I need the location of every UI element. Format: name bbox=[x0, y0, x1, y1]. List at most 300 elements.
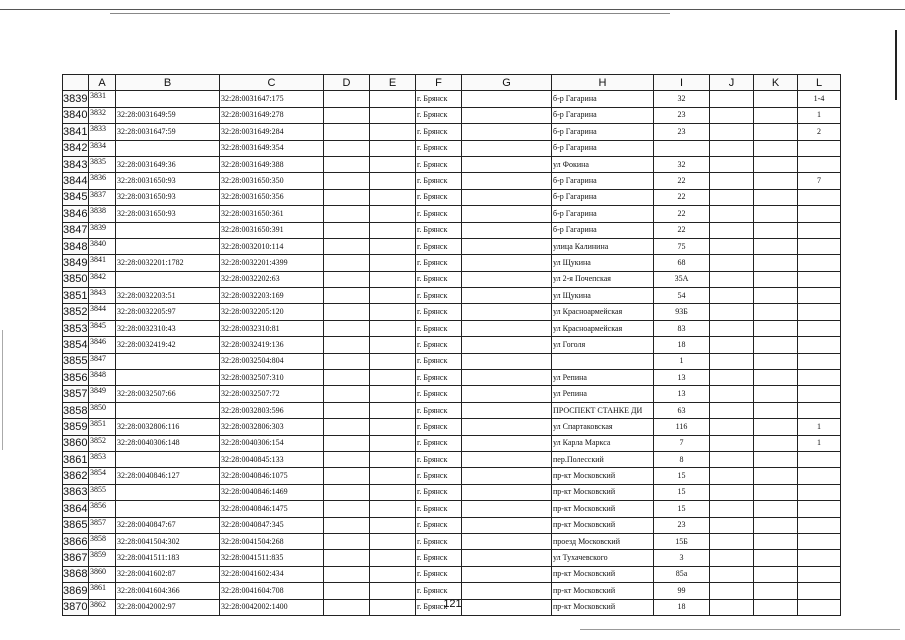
cell-c[interactable]: 32:28:0031649:354 bbox=[220, 140, 324, 156]
cell-h[interactable]: улица Калинина bbox=[552, 238, 654, 254]
cell-b[interactable] bbox=[116, 271, 220, 287]
cell-c[interactable]: 32:28:0032803:596 bbox=[220, 402, 324, 418]
cell-d[interactable] bbox=[324, 140, 370, 156]
cell-k[interactable] bbox=[754, 173, 798, 189]
cell-g[interactable] bbox=[462, 288, 552, 304]
cell-l[interactable] bbox=[798, 451, 841, 467]
cell-b[interactable]: 32:28:0042002:97 bbox=[116, 599, 220, 615]
cell-l[interactable] bbox=[798, 501, 841, 517]
cell-b[interactable]: 32:28:0031650:93 bbox=[116, 189, 220, 205]
cell-d[interactable] bbox=[324, 370, 370, 386]
cell-h[interactable]: пр-кт Московский bbox=[552, 583, 654, 599]
cell-i[interactable]: 22 bbox=[654, 222, 710, 238]
cell-e[interactable] bbox=[370, 140, 416, 156]
cell-i[interactable]: 18 bbox=[654, 337, 710, 353]
cell-f[interactable]: г. Брянск bbox=[416, 189, 462, 205]
cell-e[interactable] bbox=[370, 337, 416, 353]
cell-e[interactable] bbox=[370, 566, 416, 582]
cell-d[interactable] bbox=[324, 451, 370, 467]
cell-k[interactable] bbox=[754, 255, 798, 271]
cell-j[interactable] bbox=[710, 107, 754, 123]
cell-e[interactable] bbox=[370, 583, 416, 599]
cell-h[interactable]: б-р Гагарина bbox=[552, 107, 654, 123]
cell-i[interactable] bbox=[654, 140, 710, 156]
cell-f[interactable]: г. Брянск bbox=[416, 124, 462, 140]
cell-g[interactable] bbox=[462, 206, 552, 222]
cell-c[interactable]: 32:28:0032507:72 bbox=[220, 386, 324, 402]
cell-e[interactable] bbox=[370, 107, 416, 123]
cell-d[interactable] bbox=[324, 468, 370, 484]
row-number[interactable]: 3845 bbox=[63, 189, 89, 205]
row-number[interactable]: 3853 bbox=[63, 320, 89, 336]
cell-e[interactable] bbox=[370, 238, 416, 254]
cell-d[interactable] bbox=[324, 517, 370, 533]
cell-f[interactable]: г. Брянск bbox=[416, 206, 462, 222]
cell-c[interactable]: 32:28:0041604:708 bbox=[220, 583, 324, 599]
cell-i[interactable]: 63 bbox=[654, 402, 710, 418]
column-header-i[interactable]: I bbox=[654, 75, 710, 91]
cell-j[interactable] bbox=[710, 435, 754, 451]
cell-g[interactable] bbox=[462, 566, 552, 582]
row-number[interactable]: 3854 bbox=[63, 337, 89, 353]
cell-f[interactable]: г. Брянск bbox=[416, 304, 462, 320]
cell-k[interactable] bbox=[754, 238, 798, 254]
cell-b[interactable]: 32:28:0032205:97 bbox=[116, 304, 220, 320]
cell-d[interactable] bbox=[324, 435, 370, 451]
cell-j[interactable] bbox=[710, 419, 754, 435]
cell-l[interactable]: 1 bbox=[798, 419, 841, 435]
cell-c[interactable]: 32:28:0032203:169 bbox=[220, 288, 324, 304]
row-number[interactable]: 3846 bbox=[63, 206, 89, 222]
cell-c[interactable]: 32:28:0032202:63 bbox=[220, 271, 324, 287]
cell-j[interactable] bbox=[710, 533, 754, 549]
cell-f[interactable]: г. Брянск bbox=[416, 468, 462, 484]
cell-i[interactable]: 8 bbox=[654, 451, 710, 467]
cell-l[interactable] bbox=[798, 402, 841, 418]
cell-j[interactable] bbox=[710, 140, 754, 156]
cell-j[interactable] bbox=[710, 484, 754, 500]
cell-l[interactable] bbox=[798, 370, 841, 386]
cell-c[interactable]: 32:28:0032419:136 bbox=[220, 337, 324, 353]
row-number[interactable]: 3860 bbox=[63, 435, 89, 451]
cell-g[interactable] bbox=[462, 107, 552, 123]
cell-g[interactable] bbox=[462, 533, 552, 549]
cell-f[interactable]: г. Брянск bbox=[416, 222, 462, 238]
cell-k[interactable] bbox=[754, 583, 798, 599]
cell-h[interactable]: б-р Гагарина bbox=[552, 124, 654, 140]
cell-d[interactable] bbox=[324, 288, 370, 304]
row-number[interactable]: 3865 bbox=[63, 517, 89, 533]
cell-b[interactable]: 32:28:0032507:66 bbox=[116, 386, 220, 402]
cell-i[interactable]: 18 bbox=[654, 599, 710, 615]
cell-j[interactable] bbox=[710, 517, 754, 533]
cell-b[interactable]: 32:28:0040847:67 bbox=[116, 517, 220, 533]
cell-f[interactable]: г. Брянск bbox=[416, 583, 462, 599]
cell-h[interactable]: ул 2-я Почепская bbox=[552, 271, 654, 287]
cell-a[interactable]: 3845 bbox=[89, 320, 116, 336]
cell-f[interactable]: г. Брянск bbox=[416, 288, 462, 304]
row-number[interactable]: 3861 bbox=[63, 451, 89, 467]
cell-g[interactable] bbox=[462, 189, 552, 205]
cell-e[interactable] bbox=[370, 304, 416, 320]
cell-c[interactable]: 32:28:0032010:114 bbox=[220, 238, 324, 254]
cell-l[interactable] bbox=[798, 222, 841, 238]
cell-l[interactable] bbox=[798, 566, 841, 582]
column-header-b[interactable]: B bbox=[116, 75, 220, 91]
cell-i[interactable]: 83 bbox=[654, 320, 710, 336]
cell-e[interactable] bbox=[370, 173, 416, 189]
cell-h[interactable]: пер.Полесский bbox=[552, 451, 654, 467]
cell-c[interactable]: 32:28:0032205:120 bbox=[220, 304, 324, 320]
cell-k[interactable] bbox=[754, 353, 798, 369]
cell-e[interactable] bbox=[370, 156, 416, 172]
cell-e[interactable] bbox=[370, 533, 416, 549]
cell-c[interactable]: 32:28:0032507:310 bbox=[220, 370, 324, 386]
cell-l[interactable] bbox=[798, 238, 841, 254]
cell-a[interactable]: 3852 bbox=[89, 435, 116, 451]
cell-g[interactable] bbox=[462, 271, 552, 287]
cell-a[interactable]: 3853 bbox=[89, 451, 116, 467]
cell-k[interactable] bbox=[754, 140, 798, 156]
cell-k[interactable] bbox=[754, 304, 798, 320]
row-number[interactable]: 3847 bbox=[63, 222, 89, 238]
cell-a[interactable]: 3835 bbox=[89, 156, 116, 172]
cell-g[interactable] bbox=[462, 304, 552, 320]
cell-l[interactable] bbox=[798, 353, 841, 369]
cell-k[interactable] bbox=[754, 468, 798, 484]
cell-c[interactable]: 32:28:0031649:284 bbox=[220, 124, 324, 140]
cell-a[interactable]: 3855 bbox=[89, 484, 116, 500]
cell-b[interactable]: 32:28:0032419:42 bbox=[116, 337, 220, 353]
cell-k[interactable] bbox=[754, 91, 798, 107]
cell-e[interactable] bbox=[370, 124, 416, 140]
column-header-c[interactable]: C bbox=[220, 75, 324, 91]
cell-b[interactable]: 32:28:0031647:59 bbox=[116, 124, 220, 140]
cell-g[interactable] bbox=[462, 91, 552, 107]
cell-b[interactable]: 32:28:0041511:183 bbox=[116, 550, 220, 566]
cell-f[interactable]: г. Брянск bbox=[416, 533, 462, 549]
cell-f[interactable]: г. Брянск bbox=[416, 550, 462, 566]
cell-b[interactable]: 32:28:0032203:51 bbox=[116, 288, 220, 304]
cell-j[interactable] bbox=[710, 304, 754, 320]
cell-i[interactable]: 3 bbox=[654, 550, 710, 566]
cell-c[interactable]: 32:28:0040845:133 bbox=[220, 451, 324, 467]
cell-c[interactable]: 32:28:0041511:835 bbox=[220, 550, 324, 566]
cell-d[interactable] bbox=[324, 353, 370, 369]
cell-l[interactable] bbox=[798, 386, 841, 402]
cell-c[interactable]: 32:28:0040846:1469 bbox=[220, 484, 324, 500]
cell-e[interactable] bbox=[370, 419, 416, 435]
cell-i[interactable]: 23 bbox=[654, 517, 710, 533]
cell-j[interactable] bbox=[710, 173, 754, 189]
cell-j[interactable] bbox=[710, 238, 754, 254]
cell-e[interactable] bbox=[370, 189, 416, 205]
cell-d[interactable] bbox=[324, 255, 370, 271]
cell-e[interactable] bbox=[370, 468, 416, 484]
row-number[interactable]: 3852 bbox=[63, 304, 89, 320]
cell-b[interactable] bbox=[116, 484, 220, 500]
cell-i[interactable]: 35А bbox=[654, 271, 710, 287]
column-header-h[interactable]: H bbox=[552, 75, 654, 91]
cell-h[interactable]: пр-кт Московский bbox=[552, 501, 654, 517]
cell-a[interactable]: 3839 bbox=[89, 222, 116, 238]
cell-d[interactable] bbox=[324, 337, 370, 353]
cell-d[interactable] bbox=[324, 583, 370, 599]
cell-b[interactable] bbox=[116, 140, 220, 156]
cell-a[interactable]: 3846 bbox=[89, 337, 116, 353]
cell-e[interactable] bbox=[370, 435, 416, 451]
corner-cell[interactable] bbox=[63, 75, 89, 91]
cell-f[interactable]: г. Брянск bbox=[416, 107, 462, 123]
cell-k[interactable] bbox=[754, 107, 798, 123]
cell-g[interactable] bbox=[462, 402, 552, 418]
cell-g[interactable] bbox=[462, 419, 552, 435]
cell-g[interactable] bbox=[462, 451, 552, 467]
cell-k[interactable] bbox=[754, 156, 798, 172]
row-number[interactable]: 3857 bbox=[63, 386, 89, 402]
cell-k[interactable] bbox=[754, 419, 798, 435]
cell-h[interactable]: б-р Гагарина bbox=[552, 206, 654, 222]
cell-b[interactable] bbox=[116, 370, 220, 386]
cell-d[interactable] bbox=[324, 566, 370, 582]
cell-b[interactable] bbox=[116, 402, 220, 418]
cell-i[interactable]: 15 bbox=[654, 468, 710, 484]
cell-j[interactable] bbox=[710, 222, 754, 238]
cell-h[interactable]: ул Тухачевского bbox=[552, 550, 654, 566]
cell-k[interactable] bbox=[754, 566, 798, 582]
cell-c[interactable]: 32:28:0031650:356 bbox=[220, 189, 324, 205]
cell-b[interactable]: 32:28:0031649:59 bbox=[116, 107, 220, 123]
cell-j[interactable] bbox=[710, 370, 754, 386]
cell-h[interactable]: б-р Гагарина bbox=[552, 189, 654, 205]
cell-c[interactable]: 32:28:0040306:154 bbox=[220, 435, 324, 451]
cell-f[interactable]: г. Брянск bbox=[416, 435, 462, 451]
cell-i[interactable]: 13 bbox=[654, 386, 710, 402]
cell-d[interactable] bbox=[324, 189, 370, 205]
cell-k[interactable] bbox=[754, 402, 798, 418]
cell-k[interactable] bbox=[754, 451, 798, 467]
cell-b[interactable] bbox=[116, 451, 220, 467]
cell-a[interactable]: 3856 bbox=[89, 501, 116, 517]
cell-b[interactable]: 32:28:0041504:302 bbox=[116, 533, 220, 549]
cell-k[interactable] bbox=[754, 517, 798, 533]
row-number[interactable]: 3862 bbox=[63, 468, 89, 484]
cell-a[interactable]: 3850 bbox=[89, 402, 116, 418]
cell-e[interactable] bbox=[370, 386, 416, 402]
cell-c[interactable]: 32:28:0031650:391 bbox=[220, 222, 324, 238]
cell-i[interactable]: 68 bbox=[654, 255, 710, 271]
cell-l[interactable]: 1 bbox=[798, 107, 841, 123]
row-number[interactable]: 3839 bbox=[63, 91, 89, 107]
cell-k[interactable] bbox=[754, 501, 798, 517]
cell-c[interactable]: 32:28:0042002:1400 bbox=[220, 599, 324, 615]
cell-e[interactable] bbox=[370, 353, 416, 369]
cell-k[interactable] bbox=[754, 533, 798, 549]
cell-a[interactable]: 3831 bbox=[89, 91, 116, 107]
cell-l[interactable]: 1 bbox=[798, 435, 841, 451]
cell-a[interactable]: 3833 bbox=[89, 124, 116, 140]
cell-l[interactable]: 2 bbox=[798, 124, 841, 140]
cell-a[interactable]: 3862 bbox=[89, 599, 116, 615]
cell-g[interactable] bbox=[462, 484, 552, 500]
cell-f[interactable]: г. Брянск bbox=[416, 156, 462, 172]
cell-j[interactable] bbox=[710, 206, 754, 222]
cell-g[interactable] bbox=[462, 550, 552, 566]
cell-e[interactable] bbox=[370, 501, 416, 517]
cell-b[interactable]: 32:28:0041602:87 bbox=[116, 566, 220, 582]
cell-b[interactable] bbox=[116, 353, 220, 369]
cell-c[interactable]: 32:28:0041504:268 bbox=[220, 533, 324, 549]
cell-e[interactable] bbox=[370, 402, 416, 418]
cell-l[interactable] bbox=[798, 583, 841, 599]
cell-l[interactable] bbox=[798, 550, 841, 566]
cell-i[interactable]: 13 bbox=[654, 370, 710, 386]
cell-h[interactable]: ул Красноармейская bbox=[552, 304, 654, 320]
cell-l[interactable] bbox=[798, 468, 841, 484]
cell-f[interactable]: г. Брянск bbox=[416, 370, 462, 386]
cell-k[interactable] bbox=[754, 189, 798, 205]
cell-a[interactable]: 3834 bbox=[89, 140, 116, 156]
row-number[interactable]: 3858 bbox=[63, 402, 89, 418]
cell-d[interactable] bbox=[324, 124, 370, 140]
row-number[interactable]: 3863 bbox=[63, 484, 89, 500]
cell-d[interactable] bbox=[324, 91, 370, 107]
row-number[interactable]: 3840 bbox=[63, 107, 89, 123]
cell-f[interactable]: г. Брянск bbox=[416, 386, 462, 402]
cell-j[interactable] bbox=[710, 124, 754, 140]
cell-e[interactable] bbox=[370, 91, 416, 107]
cell-a[interactable]: 3851 bbox=[89, 419, 116, 435]
cell-d[interactable] bbox=[324, 320, 370, 336]
cell-d[interactable] bbox=[324, 173, 370, 189]
cell-i[interactable]: 23 bbox=[654, 107, 710, 123]
cell-h[interactable]: ул Репина bbox=[552, 370, 654, 386]
cell-g[interactable] bbox=[462, 238, 552, 254]
row-number[interactable]: 3868 bbox=[63, 566, 89, 582]
row-number[interactable]: 3841 bbox=[63, 124, 89, 140]
cell-j[interactable] bbox=[710, 255, 754, 271]
cell-k[interactable] bbox=[754, 288, 798, 304]
column-header-j[interactable]: J bbox=[710, 75, 754, 91]
row-number[interactable]: 3870 bbox=[63, 599, 89, 615]
cell-k[interactable] bbox=[754, 124, 798, 140]
cell-f[interactable]: г. Брянск bbox=[416, 517, 462, 533]
cell-b[interactable]: 32:28:0040306:148 bbox=[116, 435, 220, 451]
cell-c[interactable]: 32:28:0032504:804 bbox=[220, 353, 324, 369]
row-number[interactable]: 3842 bbox=[63, 140, 89, 156]
cell-k[interactable] bbox=[754, 206, 798, 222]
row-number[interactable]: 3864 bbox=[63, 501, 89, 517]
column-header-k[interactable]: K bbox=[754, 75, 798, 91]
cell-h[interactable]: пр-кт Московский bbox=[552, 566, 654, 582]
cell-d[interactable] bbox=[324, 386, 370, 402]
cell-d[interactable] bbox=[324, 271, 370, 287]
cell-f[interactable]: г. Брянск bbox=[416, 140, 462, 156]
row-number[interactable]: 3843 bbox=[63, 156, 89, 172]
cell-i[interactable]: 7 bbox=[654, 435, 710, 451]
cell-h[interactable]: ул Фокина bbox=[552, 156, 654, 172]
cell-i[interactable]: 54 bbox=[654, 288, 710, 304]
cell-b[interactable]: 32:28:0041604:366 bbox=[116, 583, 220, 599]
cell-e[interactable] bbox=[370, 271, 416, 287]
cell-e[interactable] bbox=[370, 320, 416, 336]
cell-j[interactable] bbox=[710, 451, 754, 467]
cell-j[interactable] bbox=[710, 353, 754, 369]
cell-i[interactable]: 116 bbox=[654, 419, 710, 435]
cell-g[interactable] bbox=[462, 501, 552, 517]
cell-k[interactable] bbox=[754, 370, 798, 386]
column-header-a[interactable]: A bbox=[89, 75, 116, 91]
cell-a[interactable]: 3842 bbox=[89, 271, 116, 287]
cell-k[interactable] bbox=[754, 271, 798, 287]
cell-f[interactable]: г. Брянск bbox=[416, 599, 462, 615]
cell-i[interactable]: 23 bbox=[654, 124, 710, 140]
cell-f[interactable]: г. Брянск bbox=[416, 271, 462, 287]
cell-d[interactable] bbox=[324, 419, 370, 435]
cell-f[interactable]: г. Брянск bbox=[416, 91, 462, 107]
cell-i[interactable]: 22 bbox=[654, 189, 710, 205]
cell-e[interactable] bbox=[370, 222, 416, 238]
cell-l[interactable] bbox=[798, 517, 841, 533]
cell-l[interactable] bbox=[798, 271, 841, 287]
cell-h[interactable]: пр-кт Московский bbox=[552, 517, 654, 533]
cell-e[interactable] bbox=[370, 550, 416, 566]
cell-i[interactable]: 85а bbox=[654, 566, 710, 582]
cell-e[interactable] bbox=[370, 370, 416, 386]
cell-h[interactable]: пр-кт Московский bbox=[552, 468, 654, 484]
cell-c[interactable]: 32:28:0040846:1075 bbox=[220, 468, 324, 484]
cell-i[interactable]: 15Б bbox=[654, 533, 710, 549]
row-number[interactable]: 3850 bbox=[63, 271, 89, 287]
cell-f[interactable]: г. Брянск bbox=[416, 451, 462, 467]
cell-i[interactable]: 22 bbox=[654, 173, 710, 189]
cell-i[interactable]: 75 bbox=[654, 238, 710, 254]
cell-e[interactable] bbox=[370, 517, 416, 533]
row-number[interactable]: 3849 bbox=[63, 255, 89, 271]
cell-d[interactable] bbox=[324, 484, 370, 500]
cell-l[interactable] bbox=[798, 189, 841, 205]
cell-b[interactable]: 32:28:0031650:93 bbox=[116, 173, 220, 189]
cell-a[interactable]: 3860 bbox=[89, 566, 116, 582]
cell-g[interactable] bbox=[462, 124, 552, 140]
cell-h[interactable] bbox=[552, 353, 654, 369]
cell-g[interactable] bbox=[462, 370, 552, 386]
cell-h[interactable]: пр-кт Московский bbox=[552, 484, 654, 500]
cell-i[interactable]: 1 bbox=[654, 353, 710, 369]
cell-i[interactable]: 15 bbox=[654, 484, 710, 500]
cell-c[interactable]: 32:28:0032806:303 bbox=[220, 419, 324, 435]
cell-l[interactable] bbox=[798, 320, 841, 336]
cell-g[interactable] bbox=[462, 353, 552, 369]
cell-d[interactable] bbox=[324, 304, 370, 320]
row-number[interactable]: 3869 bbox=[63, 583, 89, 599]
cell-j[interactable] bbox=[710, 583, 754, 599]
cell-e[interactable] bbox=[370, 451, 416, 467]
cell-f[interactable]: г. Брянск bbox=[416, 402, 462, 418]
cell-e[interactable] bbox=[370, 484, 416, 500]
cell-l[interactable] bbox=[798, 288, 841, 304]
cell-c[interactable]: 32:28:0031649:388 bbox=[220, 156, 324, 172]
column-header-g[interactable]: G bbox=[462, 75, 552, 91]
cell-c[interactable]: 32:28:0040847:345 bbox=[220, 517, 324, 533]
cell-d[interactable] bbox=[324, 222, 370, 238]
cell-a[interactable]: 3840 bbox=[89, 238, 116, 254]
cell-a[interactable]: 3847 bbox=[89, 353, 116, 369]
cell-a[interactable]: 3858 bbox=[89, 533, 116, 549]
cell-g[interactable] bbox=[462, 222, 552, 238]
cell-h[interactable]: ул Красноармейская bbox=[552, 320, 654, 336]
cell-g[interactable] bbox=[462, 583, 552, 599]
